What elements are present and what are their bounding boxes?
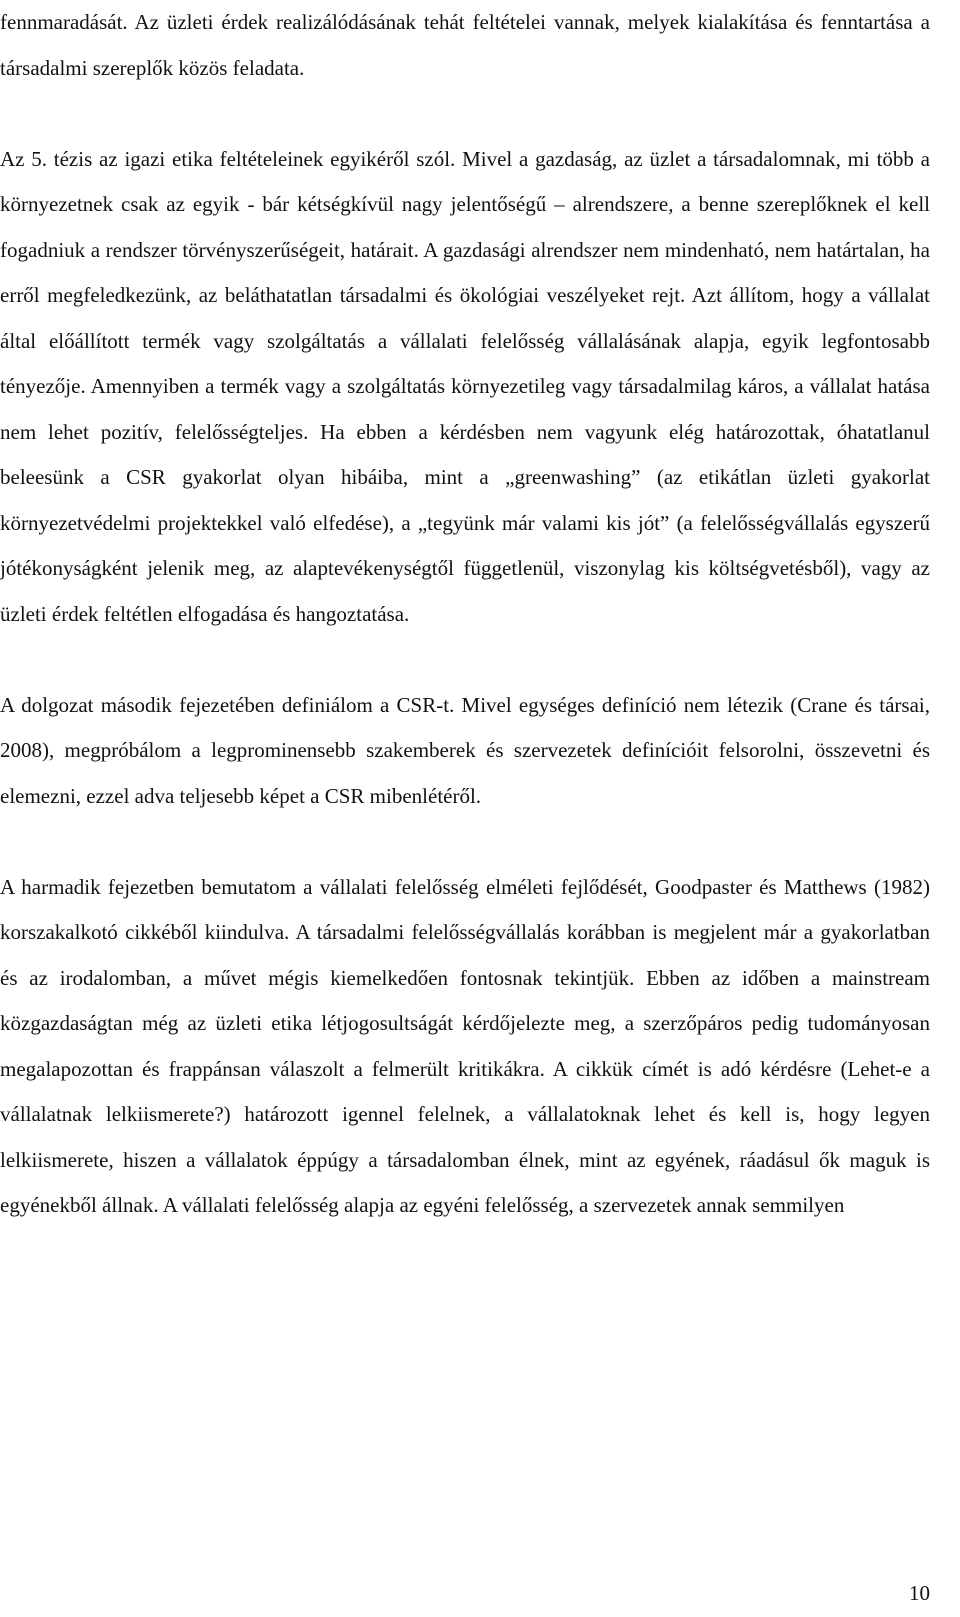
- paragraph-3: A dolgozat második fejezetében definiálom a CSR-t. Mivel egységes definíció nem létezik (Crane és társai, 2008), megpróbálom a legprominensebb szakemberek és szervezetek definícióit felsorolni, összevetni és elemezni, ezzel adva teljesebb képet a CSR mibenlétéről.: [0, 692, 930, 808]
- paragraph-1: fennmaradását. Az üzleti érdek realizálódásának tehát feltételei vannak, melyek kialakítása és fenntartása a társadalmi szereplők közös feladata.: [0, 10, 930, 80]
- page-number: 10: [909, 1581, 930, 1605]
- paragraph-4: A harmadik fejezetben bemutatom a vállalati felelősség elméleti fejlődését, Goodpaster és Matthews (1982) korszakalkotó cikkéből kiindulva. A társadalmi felelősségvállalás korábban is megjelent már a gyakorlatban és az irodalomban, a művet mégis kiemelkedően fontosnak tekintjük. Ebben az időben a mainstream közgazdaságtan még az üzleti etika létjogosultságát kérdőjelezte meg, a szerzőpáros pedig tudományosan megalapozottan és frappánsan válaszolt a felmerült kritikákra. A cikkük címét is adó kérdésre (Lehet-e a vállalatnak lelkiismerete?) határozott igennel felelnek, a vállalatoknak lehet és kell is, hogy legyen lelkiismerete, hiszen a vállalatok éppúgy a társadalomban élnek, mint az egyének, ráadásul ők maguk is egyénekből állnak. A vállalati felelősség alapja az egyéni felelősség, a szervezetek annak semmilyen: [0, 874, 930, 1217]
- paragraph-2: Az 5. tézis az igazi etika feltételeinek egyikéről szól. Mivel a gazdaság, az üzlet a társadalomnak, mi több a környezetnek csak az egyik - bár kétségkívül nagy jelentőségű – alrendszere, a benne szereplőknek el kell fogadniuk a rendszer törvényszerűségeit, határait. A gazdasági alrendszer nem mindenható, nem határtalan, ha erről megfeledkezünk, az beláthatatlan társadalmi és ökológiai veszélyeket rejt. Azt állítom, hogy a vállalat által előállított termék vagy szolgáltatás a vállalati felelősség vállalásának alapja, egyik legfontosabb tényezője. Amennyiben a termék vagy a szolgáltatás környezetileg vagy társadalmilag káros, a vállalat hatása nem lehet pozitív, felelősségteljes. Ha ebben a kérdésben nem vagyunk elég határozottak, óhatatlanul beleesünk a CSR gyakorlat olyan hibáiba, mint a „greenwashing” (az etikátlan üzleti gyakorlat környezetvédelmi projektekkel való elfedése), a „tegyünk már valami kis jót” (a felelősségvállalás egyszerű jótékonyságként jelenik meg, az alaptevékenységtől függetlenül, viszonylag kis költségvetésből), vagy az üzleti érdek feltétlen elfogadása és hangoztatása.: [0, 146, 930, 626]
